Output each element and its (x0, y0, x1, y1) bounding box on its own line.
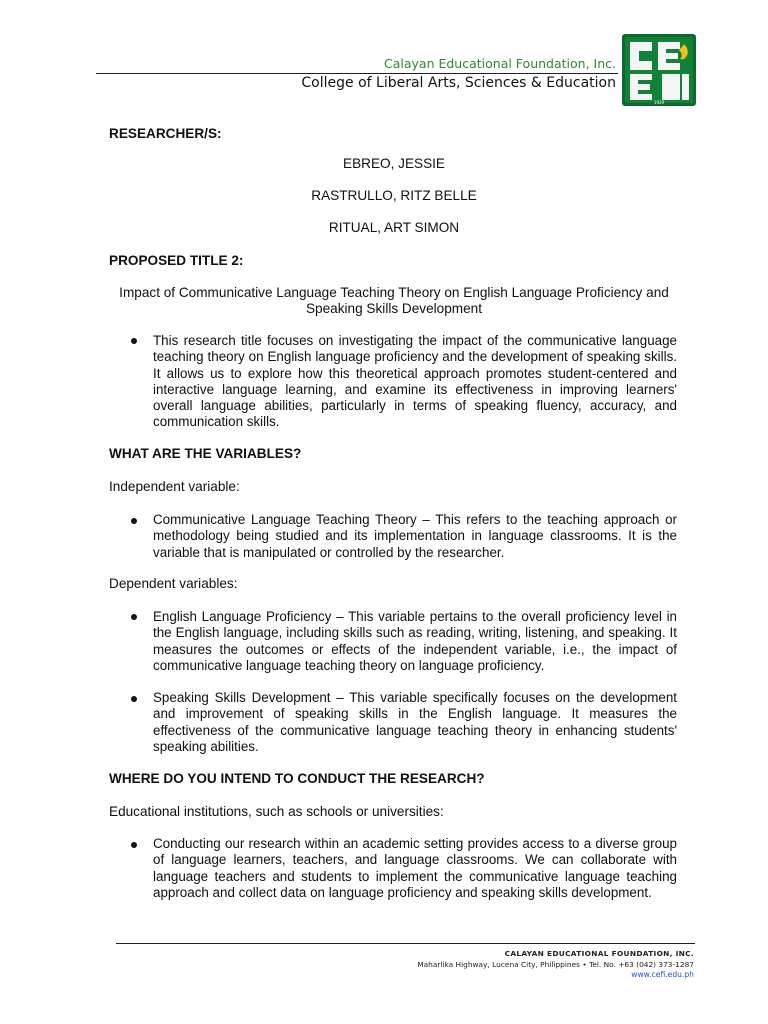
proposed-title-line: Speaking Skills Development (305, 301, 483, 316)
dependent-label: Dependent variables: (109, 576, 238, 591)
title-description: This research title focuses on investigating the impact of the communicative language teaching theory on English language proficiency and the development of speaking skills. It allows us to explore how this theoretical approach promotes student-centered and interactive language learning, and examine its effectiveness in improving learners' overall language abilities, particularly in terms of speaking fluency, accuracy, and communication skills. (153, 333, 677, 430)
college-name: College of Liberal Arts, Sciences & Education (301, 75, 616, 91)
location-intro: Educational institutions, such as schools or universities: (109, 804, 444, 819)
independent-label: Independent variable: (109, 479, 240, 494)
footer-website-link[interactable]: www.cefi.edu.ph (631, 970, 694, 979)
proposed-title-line: Impact of Communicative Language Teaching Theory on English Language Proficiency and (119, 285, 669, 300)
foundation-name: Calayan Educational Foundation, Inc. (384, 56, 616, 71)
bullet-dot (131, 842, 137, 848)
bullet-dot (131, 696, 137, 702)
independent-variable: Communicative Language Teaching Theory – This refers to the teaching approach or methodology being studied and its implementation in language classrooms. It is the variable that is manipulated or controlled by the researcher. (153, 512, 677, 560)
footer-address: Maharlika Highway, Lucena City, Philippines • Tel. No. +63 (042) 373-1287 (417, 960, 694, 969)
variables-heading: WHAT ARE THE VARIABLES? (109, 446, 302, 461)
bullet-dot (131, 518, 137, 524)
footer-foundation-name: CALAYAN EDUCATIONAL FOUNDATION, INC. (504, 949, 694, 958)
location-description: Conducting our research within an academic setting provides access to a diverse group of language learners, teachers, and language classrooms. We can collaborate with language teachers and students to implement the communicative language teaching approach and collect data on language proficiency and speaking skills development. (153, 836, 677, 900)
logo-year: 1929 (653, 100, 665, 105)
researcher-name: EBREO, JESSIE (343, 156, 445, 171)
header-rule (96, 73, 618, 74)
bullet-dot (131, 338, 137, 344)
proposed-title-heading: PROPOSED TITLE 2: (109, 253, 244, 268)
researcher-name: RASTRULLO, RITZ BELLE (311, 188, 477, 203)
dependent-variable-2: Speaking Skills Development – This variable specifically focuses on the development and improvement of speaking skills in the English language. It measures the effectiveness of the communicative language teaching theory in enhancing students' speaking abilities. (153, 690, 677, 754)
researchers-heading: RESEARCHER/S: (109, 126, 222, 141)
researcher-name: RITUAL, ART SIMON (328, 220, 460, 235)
dependent-variable-1: English Language Proficiency – This variable pertains to the overall proficiency level in the English language, including skills such as reading, writing, listening, and speaking. It measures the outcomes or effects of the independent variable, i.e., the impact of communicative language teaching theory on language proficiency. (153, 609, 677, 673)
footer-rule (116, 943, 695, 944)
bullet-dot (131, 614, 137, 620)
location-heading: WHERE DO YOU INTEND TO CONDUCT THE RESEARCH? (109, 771, 485, 786)
cefi-logo (622, 34, 696, 106)
